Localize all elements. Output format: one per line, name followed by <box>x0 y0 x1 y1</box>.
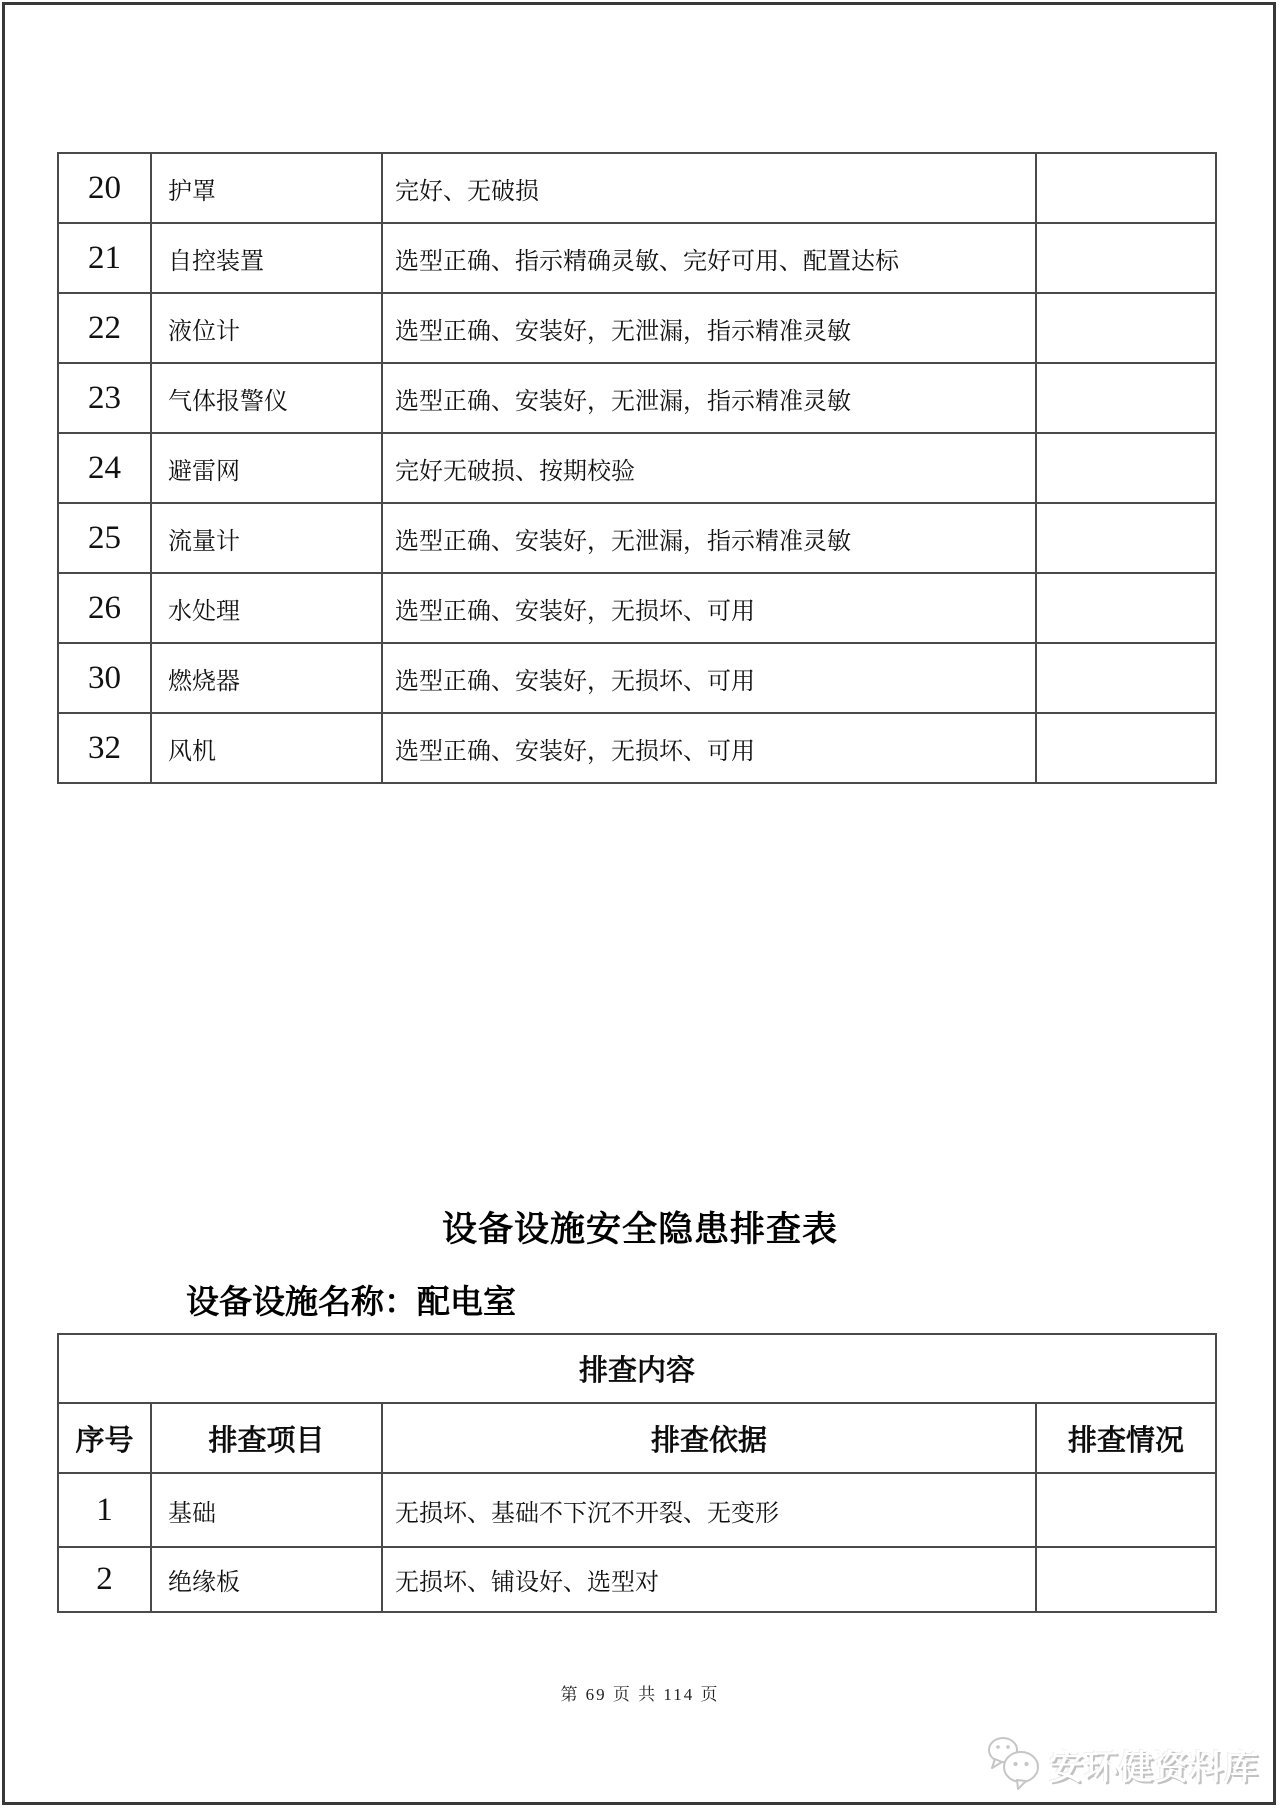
cell-no: 26 <box>58 573 151 643</box>
watermark <box>983 1733 1259 1795</box>
cell-no: 2 <box>58 1547 151 1612</box>
section-header-row <box>58 1334 1216 1403</box>
cell-no: 22 <box>58 293 151 363</box>
table-row <box>58 153 1216 223</box>
col-header-no: 序号 <box>58 1403 151 1473</box>
cell-item: 风机 <box>151 713 382 783</box>
cell-basis: 完好、无破损 <box>382 153 1036 223</box>
table-row <box>58 1473 1216 1547</box>
cell-status <box>1036 503 1216 573</box>
cell-status <box>1036 713 1216 783</box>
cell-status <box>1036 643 1216 713</box>
table-row <box>58 293 1216 363</box>
cell-item: 水处理 <box>151 573 382 643</box>
cell-status <box>1036 293 1216 363</box>
cell-item: 流量计 <box>151 503 382 573</box>
cell-item: 基础 <box>151 1473 382 1547</box>
cell-basis: 完好无破损、按期校验 <box>382 433 1036 503</box>
cell-no: 24 <box>58 433 151 503</box>
table-row <box>58 573 1216 643</box>
cell-no: 1 <box>58 1473 151 1547</box>
equipment-name-label: 设备设施名称：配电室 <box>186 1285 516 1321</box>
table-row <box>58 223 1216 293</box>
cell-item: 护罩 <box>151 153 382 223</box>
table-row <box>58 503 1216 573</box>
cell-item: 绝缘板 <box>151 1547 382 1612</box>
cell-status <box>1036 1473 1216 1547</box>
cell-status <box>1036 433 1216 503</box>
cell-no: 21 <box>58 223 151 293</box>
table-row <box>58 1547 1216 1612</box>
col-header-status: 排查情况 <box>1036 1403 1216 1473</box>
cell-status <box>1036 363 1216 433</box>
cell-basis: 选型正确、安装好，无损坏、可用 <box>382 573 1036 643</box>
cell-status <box>1036 1547 1216 1612</box>
cell-no: 25 <box>58 503 151 573</box>
column-header-row <box>58 1403 1216 1473</box>
table-row <box>58 433 1216 503</box>
watermark-label: 安环健资料库 <box>1049 1748 1259 1787</box>
table-row <box>58 713 1216 783</box>
col-header-basis: 排查依据 <box>382 1403 1036 1473</box>
cell-item: 避雷网 <box>151 433 382 503</box>
page-title: 设备设施安全隐患排查表 <box>441 1210 838 1249</box>
cell-status <box>1036 153 1216 223</box>
inspection-table-continuation <box>57 152 1217 784</box>
cell-item: 自控装置 <box>151 223 382 293</box>
cell-basis: 选型正确、安装好，无泄漏，指示精准灵敏 <box>382 503 1036 573</box>
section-header-cell: 排查内容 <box>58 1334 1216 1403</box>
inspection-table-body <box>58 1473 1216 1612</box>
cell-status <box>1036 223 1216 293</box>
table-row <box>58 643 1216 713</box>
cell-basis: 选型正确、安装好，无损坏、可用 <box>382 713 1036 783</box>
chat-bubbles-icon <box>983 1733 1045 1795</box>
cell-item: 液位计 <box>151 293 382 363</box>
cell-no: 23 <box>58 363 151 433</box>
cell-basis: 选型正确、指示精确灵敏、完好可用、配置达标 <box>382 223 1036 293</box>
cell-no: 20 <box>58 153 151 223</box>
inspection-table-body <box>58 153 1216 783</box>
cell-no: 30 <box>58 643 151 713</box>
cell-no: 32 <box>58 713 151 783</box>
cell-basis: 选型正确、安装好，无泄漏，指示精准灵敏 <box>382 363 1036 433</box>
cell-basis: 无损坏、基础不下沉不开裂、无变形 <box>382 1473 1036 1547</box>
cell-basis: 选型正确、安装好，无泄漏，指示精准灵敏 <box>382 293 1036 363</box>
page-number: 第 69 页 共 114 页 <box>560 1685 720 1704</box>
cell-status <box>1036 573 1216 643</box>
cell-basis: 无损坏、铺设好、选型对 <box>382 1547 1036 1612</box>
col-header-item: 排查项目 <box>151 1403 382 1473</box>
inspection-table-peidianshi <box>57 1333 1217 1613</box>
table-row <box>58 363 1216 433</box>
cell-basis: 选型正确、安装好，无损坏、可用 <box>382 643 1036 713</box>
cell-item: 气体报警仪 <box>151 363 382 433</box>
cell-item: 燃烧器 <box>151 643 382 713</box>
